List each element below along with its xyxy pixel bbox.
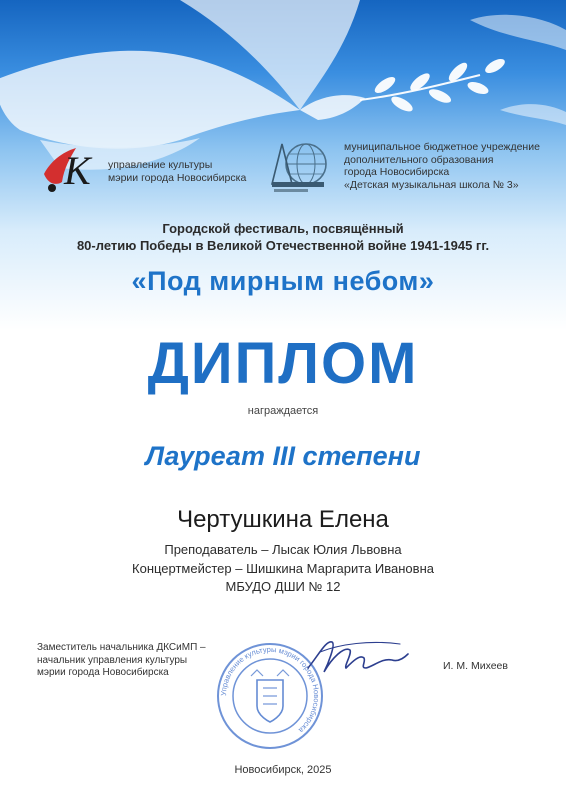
- signatory-title-line2: начальник управления культуры: [37, 654, 188, 666]
- signatory-name: И. М. Михеев: [443, 660, 508, 672]
- music-school-line1: муниципальное бюджетное учреждение: [344, 141, 540, 153]
- svg-text:K: K: [64, 148, 91, 193]
- awarded-label: награждается: [247, 405, 319, 417]
- music-school-line3: города Новосибирска: [344, 166, 450, 178]
- music-school-name: [344, 141, 540, 191]
- signatory-title-line3: мэрии города Новосибирска: [37, 667, 169, 678]
- festival-subtitle-line2: 80-летию Победы в Великой Отечественной войне 1941-1945 гг.: [76, 238, 490, 253]
- dove-illustration: [0, 0, 566, 240]
- laureate-degree: Лауреат III степени: [145, 441, 421, 471]
- music-school-logo: [270, 140, 334, 196]
- recipient-name: Чертушкина Елена: [177, 506, 389, 533]
- accompanist-line: Концертмейстер – Шишкина Маргарита Ивановна: [132, 560, 434, 576]
- diploma-title: ДИПЛОМ: [147, 331, 419, 396]
- culture-department-logo: [40, 144, 102, 196]
- festival-subtitle: [0, 220, 566, 254]
- culture-department-line2: мэрии города Новосибирска: [108, 172, 247, 184]
- school-line: МБУДО ДШИ № 12: [225, 579, 341, 594]
- festival-name: «Под мирным небом»: [131, 266, 435, 296]
- signatory-title: [37, 642, 206, 680]
- culture-department-line1: управление культуры: [108, 159, 213, 171]
- teacher-line: Преподаватель – Лысак Юлия Львовна: [164, 542, 402, 557]
- signatory-title-line1: Заместитель начальника ДКСиМП –: [37, 642, 206, 653]
- stamp-text: Управление культуры мэрии города Новосибирска: [218, 644, 322, 735]
- recipient-details: [0, 541, 566, 597]
- music-school-line4: «Детская музыкальная школа № 3»: [344, 178, 519, 191]
- culture-department-name: [108, 159, 246, 185]
- music-school-line2: дополнительного образования: [344, 153, 494, 166]
- city-year: Новосибирск, 2025: [234, 764, 332, 776]
- handwritten-signature: [300, 632, 410, 680]
- festival-subtitle-line1: Городской фестиваль, посвящённый: [162, 221, 404, 236]
